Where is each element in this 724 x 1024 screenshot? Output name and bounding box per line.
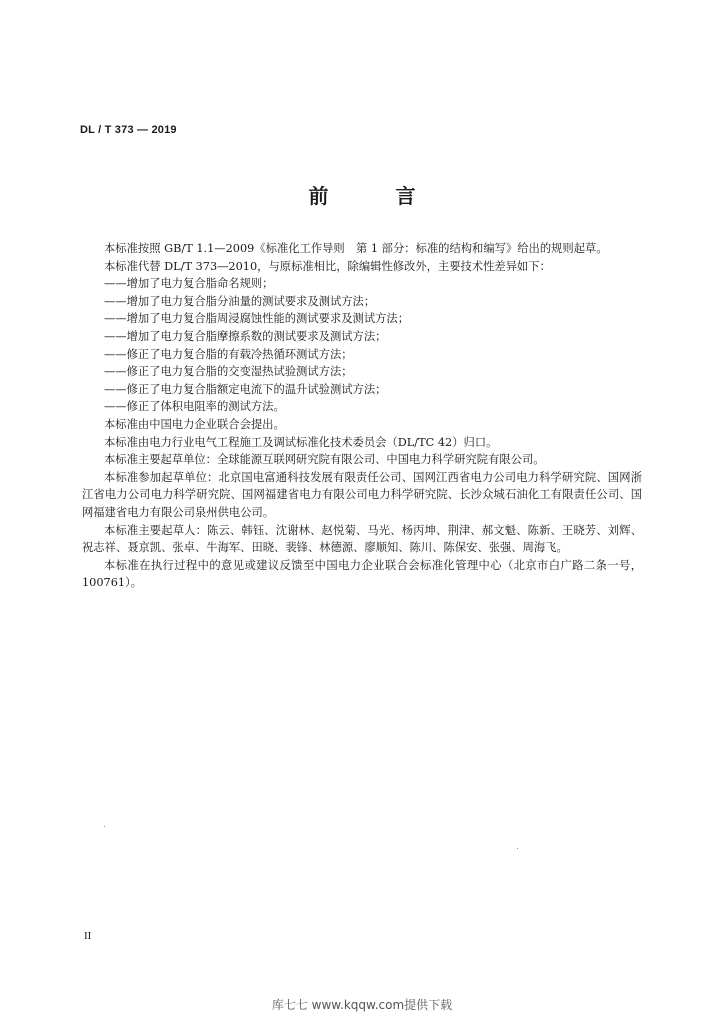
scan-speck <box>104 826 105 827</box>
paragraph-main-drafters-units: 本标准主要起草单位：全球能源互联网研究院有限公司、中国电力科学研究院有限公司。 <box>104 453 545 467</box>
list-item: ——增加了电力复合脂周浸腐蚀性能的测试要求及测试方法； <box>104 312 410 326</box>
list-item: ——增加了电力复合脂命名规则； <box>104 277 274 291</box>
paragraph-participating-units: 本标准参加起草单位：北京国电富通科技发展有限责任公司、国网江西省电力公司电力科学研究院、国网浙江省电力公司电力科学研究院、国网福建省电力有限公司电力科学研究院、长沙众城石油化工有限责任公司、国网福建省电力有限公司泉州供电公司。 <box>82 470 642 519</box>
list-item: ——修正了电力复合脂的有载冷热循环测试方法； <box>104 347 353 361</box>
body-text <box>82 240 642 592</box>
paragraph-proposer: 本标准由中国电力企业联合会提出。 <box>104 417 285 431</box>
paragraph-drafting-rules: 本标准按照 GB/T 1.1—2009《标准化工作导则 第 1 部分：标准的结构和编写》给出的规则起草。 <box>104 242 608 255</box>
list-item: ——修正了电力复合脂的交变湿热试验测试方法； <box>104 365 353 379</box>
page-number: II <box>84 930 92 942</box>
paragraph-replaces: 本标准代替 DL/T 373—2010，与原标准相比，除编辑性修改外，主要技术性差异如下： <box>104 259 551 273</box>
list-item: ——增加了电力复合脂摩擦系数的测试要求及测试方法； <box>104 329 387 343</box>
list-item: ——增加了电力复合脂分油量的测试要求及测试方法； <box>104 294 376 308</box>
list-item: ——修正了电力复合脂额定电流下的温升试验测试方法； <box>104 382 387 396</box>
scan-speck <box>517 848 518 849</box>
paragraph-feedback: 本标准在执行过程中的意见或建议反馈至中国电力企业联合会标准化管理中心（北京市白广路二条一号，100761）。 <box>82 558 642 590</box>
paragraph-committee: 本标准由电力行业电气工程施工及调试标准化技术委员会（DL/TC 42）归口。 <box>104 435 498 449</box>
paragraph-drafters: 本标准主要起草人：陈云、韩钰、沈谢林、赵悦菊、马光、杨丙坤、荆津、郝文魁、陈新、王晓芳、刘辉、祝志祥、聂京凯、张卓、牛海军、田晓、裴锋、林德源、廖顺知、陈川、陈保安、张强、周海飞。 <box>82 523 642 555</box>
list-item: ——修正了体积电阻率的测试方法。 <box>104 400 285 414</box>
watermark: 库七七 www.kqqw.com提供下载 <box>271 998 453 1012</box>
page-title: 前 言 <box>308 184 446 208</box>
standard-code: DL / T 373 — 2019 <box>80 124 177 136</box>
